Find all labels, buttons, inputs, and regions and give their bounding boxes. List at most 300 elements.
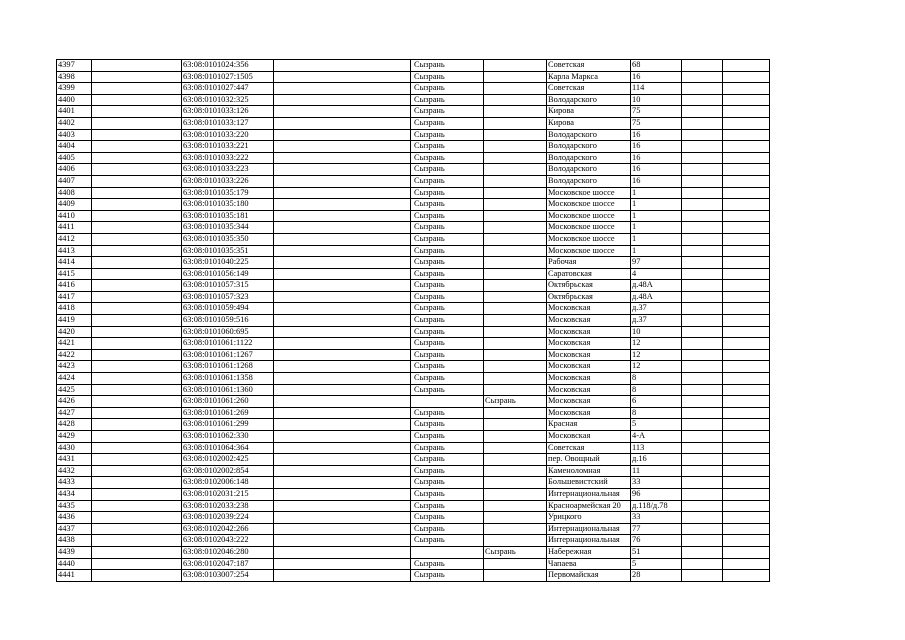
city-cell-alt [484, 315, 547, 327]
empty-cell [92, 349, 182, 361]
house-number-cell: 114 [631, 83, 682, 95]
city-cell-alt [484, 488, 547, 500]
row-number-cell: 4411 [57, 222, 92, 234]
table-row [57, 117, 770, 129]
city-cell-alt [484, 558, 547, 570]
empty-cell [723, 361, 770, 373]
empty-cell [92, 268, 182, 280]
street-cell: Интернациональная [547, 523, 631, 535]
empty-cell [274, 326, 411, 338]
empty-cell [92, 431, 182, 443]
empty-cell [92, 535, 182, 547]
row-number-cell: 4429 [57, 431, 92, 443]
cadastral-number-cell: 63:08:0101061:1360 [182, 384, 274, 396]
empty-cell [723, 442, 770, 454]
house-number-cell: 1 [631, 245, 682, 257]
cadastral-number-cell: 63:08:0101061:260 [182, 396, 274, 408]
house-number-cell: 16 [631, 175, 682, 187]
house-number-cell: 1 [631, 199, 682, 211]
table-row [57, 233, 770, 245]
street-cell: Московское шоссе [547, 233, 631, 245]
empty-cell [92, 512, 182, 524]
cadastral-number-cell: 63:08:0101040:225 [182, 257, 274, 269]
city-cell: Сызрань [411, 523, 484, 535]
empty-cell [92, 117, 182, 129]
city-cell: Сызрань [411, 477, 484, 489]
empty-cell [682, 210, 723, 222]
empty-cell [274, 210, 411, 222]
empty-cell [274, 141, 411, 153]
empty-cell [723, 535, 770, 547]
city-cell-alt: Сызрань [484, 396, 547, 408]
empty-cell [682, 361, 723, 373]
row-number-cell: 4424 [57, 373, 92, 385]
row-number-cell: 4430 [57, 442, 92, 454]
empty-cell [92, 488, 182, 500]
empty-cell [274, 291, 411, 303]
row-number-cell: 4439 [57, 546, 92, 558]
city-cell-alt [484, 454, 547, 466]
street-cell: Московская [547, 361, 631, 373]
city-cell-alt [484, 442, 547, 454]
city-cell: Сызрань [411, 512, 484, 524]
cadastral-number-cell: 63:08:0102047:187 [182, 558, 274, 570]
empty-cell [723, 233, 770, 245]
city-cell: Сызрань [411, 164, 484, 176]
cadastral-number-cell: 63:08:0101059:494 [182, 303, 274, 315]
empty-cell [682, 129, 723, 141]
city-cell: Сызрань [411, 384, 484, 396]
house-number-cell: 11 [631, 465, 682, 477]
empty-cell [723, 303, 770, 315]
street-cell: Московское шоссе [547, 210, 631, 222]
house-number-cell: 8 [631, 373, 682, 385]
empty-cell [274, 315, 411, 327]
cadastral-number-cell: 63:08:0101027:447 [182, 83, 274, 95]
empty-cell [682, 315, 723, 327]
city-cell-alt [484, 60, 547, 72]
empty-cell [274, 419, 411, 431]
city-cell-alt [484, 407, 547, 419]
cadastral-number-cell: 63:08:0101061:1358 [182, 373, 274, 385]
cadastral-number-cell: 63:08:0101035:351 [182, 245, 274, 257]
city-cell-alt [484, 245, 547, 257]
empty-cell [274, 164, 411, 176]
house-number-cell: 75 [631, 117, 682, 129]
city-cell: Сызрань [411, 141, 484, 153]
street-cell: Саратовская [547, 268, 631, 280]
empty-cell [723, 407, 770, 419]
empty-cell [682, 83, 723, 95]
house-number-cell: д.37 [631, 303, 682, 315]
empty-cell [92, 71, 182, 83]
empty-cell [92, 291, 182, 303]
city-cell: Сызрань [411, 199, 484, 211]
empty-cell [274, 535, 411, 547]
empty-cell [682, 384, 723, 396]
house-number-cell: д.118/д.78 [631, 500, 682, 512]
empty-cell [92, 303, 182, 315]
row-number-cell: 4433 [57, 477, 92, 489]
house-number-cell: 33 [631, 512, 682, 524]
empty-cell [92, 233, 182, 245]
row-number-cell: 4397 [57, 60, 92, 72]
street-cell: Красноармейская 20 [547, 500, 631, 512]
table-row [57, 280, 770, 292]
table-row [57, 141, 770, 153]
empty-cell [92, 175, 182, 187]
empty-cell [682, 500, 723, 512]
row-number-cell: 4435 [57, 500, 92, 512]
cadastral-number-cell: 63:08:0101033:126 [182, 106, 274, 118]
table-row [57, 71, 770, 83]
empty-cell [682, 303, 723, 315]
city-cell: Сызрань [411, 431, 484, 443]
cadastral-number-cell: 63:08:0101033:222 [182, 152, 274, 164]
table-row [57, 465, 770, 477]
empty-cell [92, 83, 182, 95]
cadastral-number-cell: 63:08:0101024:356 [182, 60, 274, 72]
empty-cell [682, 117, 723, 129]
table-row [57, 210, 770, 222]
city-cell-alt [484, 535, 547, 547]
row-number-cell: 4412 [57, 233, 92, 245]
empty-cell [92, 152, 182, 164]
city-cell-alt [484, 233, 547, 245]
city-cell: Сызрань [411, 303, 484, 315]
empty-cell [723, 349, 770, 361]
cadastral-number-cell: 63:08:0101032:325 [182, 94, 274, 106]
empty-cell [274, 512, 411, 524]
empty-cell [274, 384, 411, 396]
city-cell-alt [484, 523, 547, 535]
table-row [57, 407, 770, 419]
table-row [57, 558, 770, 570]
empty-cell [723, 396, 770, 408]
empty-cell [723, 500, 770, 512]
empty-cell [274, 233, 411, 245]
empty-cell [274, 94, 411, 106]
empty-cell [682, 71, 723, 83]
cadastral-number-cell: 63:08:0101062:330 [182, 431, 274, 443]
city-cell [411, 546, 484, 558]
house-number-cell: 16 [631, 152, 682, 164]
empty-cell [274, 187, 411, 199]
city-cell: Сызрань [411, 407, 484, 419]
empty-cell [274, 338, 411, 350]
street-cell: пер. Овощный [547, 454, 631, 466]
row-number-cell: 4437 [57, 523, 92, 535]
empty-cell [92, 245, 182, 257]
city-cell-alt [484, 83, 547, 95]
empty-cell [92, 141, 182, 153]
city-cell: Сызрань [411, 465, 484, 477]
empty-cell [682, 141, 723, 153]
empty-cell [723, 419, 770, 431]
empty-cell [274, 280, 411, 292]
empty-cell [682, 454, 723, 466]
empty-cell [682, 465, 723, 477]
table-row [57, 83, 770, 95]
city-cell: Сызрань [411, 442, 484, 454]
city-cell-alt [484, 199, 547, 211]
empty-cell [723, 454, 770, 466]
empty-cell [723, 222, 770, 234]
house-number-cell: 77 [631, 523, 682, 535]
street-cell: Володарского [547, 129, 631, 141]
empty-cell [723, 558, 770, 570]
table-row [57, 349, 770, 361]
empty-cell [274, 83, 411, 95]
street-cell: Советская [547, 60, 631, 72]
empty-cell [274, 71, 411, 83]
empty-cell [92, 210, 182, 222]
empty-cell [682, 94, 723, 106]
city-cell-alt [484, 361, 547, 373]
empty-cell [682, 349, 723, 361]
empty-cell [723, 164, 770, 176]
row-number-cell: 4410 [57, 210, 92, 222]
cadastral-number-cell: 63:08:0102033:238 [182, 500, 274, 512]
empty-cell [92, 361, 182, 373]
empty-cell [274, 129, 411, 141]
empty-cell [274, 245, 411, 257]
city-cell: Сызрань [411, 83, 484, 95]
empty-cell [92, 477, 182, 489]
empty-cell [723, 512, 770, 524]
city-cell-alt [484, 117, 547, 129]
empty-cell [723, 338, 770, 350]
empty-cell [92, 384, 182, 396]
table-row [57, 373, 770, 385]
empty-cell [723, 187, 770, 199]
row-number-cell: 4415 [57, 268, 92, 280]
city-cell: Сызрань [411, 291, 484, 303]
row-number-cell: 4420 [57, 326, 92, 338]
empty-cell [682, 477, 723, 489]
cadastral-number-cell: 63:08:0102002:854 [182, 465, 274, 477]
street-cell: Красная [547, 419, 631, 431]
house-number-cell: 16 [631, 129, 682, 141]
empty-cell [723, 257, 770, 269]
city-cell-alt [484, 210, 547, 222]
house-number-cell: д.48А [631, 280, 682, 292]
street-cell: Московское шоссе [547, 245, 631, 257]
empty-cell [274, 570, 411, 582]
empty-cell [682, 338, 723, 350]
empty-cell [682, 396, 723, 408]
empty-cell [92, 570, 182, 582]
city-cell-alt [484, 94, 547, 106]
house-number-cell: д.16 [631, 454, 682, 466]
table-row [57, 535, 770, 547]
row-number-cell: 4408 [57, 187, 92, 199]
row-number-cell: 4405 [57, 152, 92, 164]
table-row [57, 291, 770, 303]
table-row [57, 245, 770, 257]
empty-cell [682, 419, 723, 431]
cadastral-number-cell: 63:08:0101064:364 [182, 442, 274, 454]
street-cell: Советская [547, 442, 631, 454]
street-cell: Набережная [547, 546, 631, 558]
house-number-cell: 10 [631, 94, 682, 106]
empty-cell [682, 164, 723, 176]
empty-cell [682, 326, 723, 338]
row-number-cell: 4414 [57, 257, 92, 269]
cadastral-number-cell: 63:08:0101060:695 [182, 326, 274, 338]
row-number-cell: 4406 [57, 164, 92, 176]
city-cell-alt [484, 106, 547, 118]
empty-cell [274, 106, 411, 118]
empty-cell [723, 129, 770, 141]
row-number-cell: 4428 [57, 419, 92, 431]
cadastral-number-cell: 63:08:0102043:222 [182, 535, 274, 547]
table-row [57, 60, 770, 72]
table-row [57, 199, 770, 211]
street-cell: Интернациональная [547, 535, 631, 547]
city-cell: Сызрань [411, 222, 484, 234]
table-row [57, 523, 770, 535]
empty-cell [92, 315, 182, 327]
house-number-cell: 1 [631, 210, 682, 222]
table-row [57, 384, 770, 396]
empty-cell [92, 558, 182, 570]
city-cell: Сызрань [411, 187, 484, 199]
city-cell: Сызрань [411, 535, 484, 547]
cadastral-number-cell: 63:08:0102031:215 [182, 488, 274, 500]
house-number-cell: 5 [631, 419, 682, 431]
empty-cell [682, 535, 723, 547]
city-cell: Сызрань [411, 94, 484, 106]
empty-cell [682, 233, 723, 245]
city-cell: Сызрань [411, 268, 484, 280]
empty-cell [274, 361, 411, 373]
house-number-cell: 12 [631, 349, 682, 361]
empty-cell [92, 407, 182, 419]
empty-cell [274, 60, 411, 72]
street-cell: Московское шоссе [547, 222, 631, 234]
row-number-cell: 4401 [57, 106, 92, 118]
cadastral-number-cell: 63:08:0101061:299 [182, 419, 274, 431]
street-cell: Московская [547, 396, 631, 408]
street-cell: Каменоломная [547, 465, 631, 477]
city-cell-alt [484, 291, 547, 303]
city-cell: Сызрань [411, 558, 484, 570]
empty-cell [723, 71, 770, 83]
street-cell: Володарского [547, 164, 631, 176]
empty-cell [274, 488, 411, 500]
empty-cell [92, 199, 182, 211]
empty-cell [682, 523, 723, 535]
empty-cell [92, 257, 182, 269]
empty-cell [92, 500, 182, 512]
cadastral-number-cell: 63:08:0101035:181 [182, 210, 274, 222]
empty-cell [92, 280, 182, 292]
street-cell: Московская [547, 373, 631, 385]
empty-cell [92, 454, 182, 466]
row-number-cell: 4409 [57, 199, 92, 211]
empty-cell [682, 431, 723, 443]
cadastral-number-cell: 63:08:0101056:149 [182, 268, 274, 280]
city-cell-alt [484, 349, 547, 361]
city-cell: Сызрань [411, 500, 484, 512]
city-cell: Сызрань [411, 570, 484, 582]
table-row [57, 326, 770, 338]
empty-cell [723, 431, 770, 443]
street-cell: Кирова [547, 117, 631, 129]
table-row [57, 257, 770, 269]
house-number-cell: 16 [631, 71, 682, 83]
empty-cell [723, 570, 770, 582]
empty-cell [92, 164, 182, 176]
empty-cell [274, 407, 411, 419]
street-cell: Володарского [547, 141, 631, 153]
empty-cell [274, 454, 411, 466]
city-cell: Сызрань [411, 233, 484, 245]
house-number-cell: 33 [631, 477, 682, 489]
street-cell: Советская [547, 83, 631, 95]
house-number-cell: 12 [631, 361, 682, 373]
empty-cell [274, 500, 411, 512]
street-cell: Октябрьская [547, 291, 631, 303]
table-row [57, 419, 770, 431]
row-number-cell: 4416 [57, 280, 92, 292]
house-number-cell: 4 [631, 268, 682, 280]
empty-cell [274, 268, 411, 280]
house-number-cell: 113 [631, 442, 682, 454]
city-cell-alt [484, 465, 547, 477]
house-number-cell: 8 [631, 384, 682, 396]
street-cell: Московская [547, 303, 631, 315]
cadastral-number-cell: 63:08:0101033:220 [182, 129, 274, 141]
row-number-cell: 4407 [57, 175, 92, 187]
row-number-cell: 4434 [57, 488, 92, 500]
house-number-cell: 16 [631, 164, 682, 176]
table-row [57, 94, 770, 106]
city-cell-alt [484, 373, 547, 385]
empty-cell [723, 465, 770, 477]
empty-cell [723, 326, 770, 338]
table-row [57, 512, 770, 524]
empty-cell [723, 199, 770, 211]
house-number-cell: 68 [631, 60, 682, 72]
empty-cell [723, 141, 770, 153]
city-cell-alt [484, 280, 547, 292]
house-number-cell: 6 [631, 396, 682, 408]
empty-cell [92, 523, 182, 535]
table-row [57, 477, 770, 489]
empty-cell [682, 268, 723, 280]
table-row [57, 268, 770, 280]
empty-cell [92, 326, 182, 338]
city-cell-alt [484, 187, 547, 199]
table-row [57, 303, 770, 315]
city-cell: Сызрань [411, 488, 484, 500]
house-number-cell: 1 [631, 233, 682, 245]
cadastral-table [56, 59, 770, 582]
city-cell-alt [484, 129, 547, 141]
house-number-cell: 10 [631, 326, 682, 338]
empty-cell [274, 117, 411, 129]
empty-cell [274, 442, 411, 454]
city-cell: Сызрань [411, 326, 484, 338]
empty-cell [92, 129, 182, 141]
empty-cell [274, 477, 411, 489]
house-number-cell: 16 [631, 141, 682, 153]
row-number-cell: 4425 [57, 384, 92, 396]
cadastral-number-cell: 63:08:0101059:516 [182, 315, 274, 327]
street-cell: Московское шоссе [547, 187, 631, 199]
